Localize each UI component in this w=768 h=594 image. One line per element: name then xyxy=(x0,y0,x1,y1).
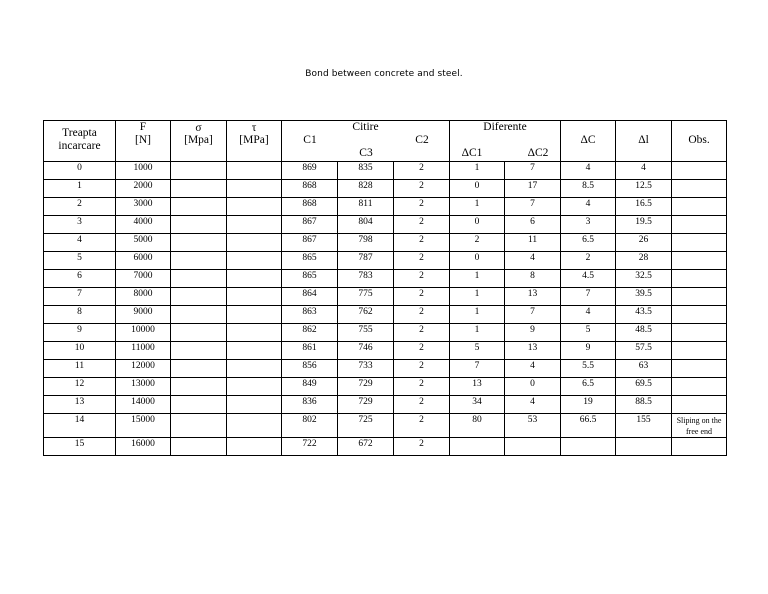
cell-force: 5000 xyxy=(116,234,171,252)
cell-sigma xyxy=(171,234,227,252)
cell-tau xyxy=(227,252,282,270)
cell-c2: 2 xyxy=(394,438,450,456)
header-citire-label: Citire xyxy=(352,121,379,133)
cell-delta-c1: 1 xyxy=(450,324,505,342)
cell-c1: 864 xyxy=(282,288,338,306)
cell-tau xyxy=(227,324,282,342)
table-row xyxy=(44,306,727,324)
cell-delta-c2: 4 xyxy=(505,252,561,270)
cell-delta-c1: 1 xyxy=(450,270,505,288)
cell-step: 6 xyxy=(44,270,116,288)
cell-c2: 2 xyxy=(394,270,450,288)
cell-c3: 775 xyxy=(338,288,394,306)
cell-c2: 2 xyxy=(394,252,450,270)
cell-c1: 865 xyxy=(282,270,338,288)
header-delta-c2: ΔC2 xyxy=(527,147,549,159)
header-citire xyxy=(282,121,450,162)
cell-obs: Sliping on the free end xyxy=(672,414,727,438)
cell-delta-l: 26 xyxy=(616,234,672,252)
cell-force: 11000 xyxy=(116,342,171,360)
cell-delta-l: 57.5 xyxy=(616,342,672,360)
cell-tau xyxy=(227,270,282,288)
header-obs xyxy=(672,121,727,162)
cell-delta-c2: 13 xyxy=(505,342,561,360)
header-delta-c1: ΔC1 xyxy=(461,147,483,159)
cell-delta-c xyxy=(561,438,616,456)
cell-delta-c: 8.5 xyxy=(561,180,616,198)
cell-delta-c2: 7 xyxy=(505,306,561,324)
cell-tau xyxy=(227,234,282,252)
cell-force: 4000 xyxy=(116,216,171,234)
cell-force: 7000 xyxy=(116,270,171,288)
cell-delta-c: 4 xyxy=(561,162,616,180)
cell-delta-c1: 0 xyxy=(450,252,505,270)
table-row xyxy=(44,162,727,180)
header-force-symbol: F xyxy=(139,121,147,133)
cell-force: 1000 xyxy=(116,162,171,180)
cell-c1: 868 xyxy=(282,180,338,198)
header-obs-label: Obs. xyxy=(688,134,710,146)
cell-delta-c2: 6 xyxy=(505,216,561,234)
cell-step: 0 xyxy=(44,162,116,180)
cell-c2: 2 xyxy=(394,180,450,198)
cell-step: 3 xyxy=(44,216,116,234)
cell-step: 10 xyxy=(44,342,116,360)
table-row xyxy=(44,198,727,216)
cell-delta-c1: 2 xyxy=(450,234,505,252)
cell-tau xyxy=(227,360,282,378)
cell-c3: 787 xyxy=(338,252,394,270)
cell-tau xyxy=(227,438,282,456)
cell-delta-l: 63 xyxy=(616,360,672,378)
cell-delta-c2: 7 xyxy=(505,162,561,180)
table-row xyxy=(44,252,727,270)
cell-tau xyxy=(227,378,282,396)
cell-c2: 2 xyxy=(394,324,450,342)
cell-delta-c: 3 xyxy=(561,216,616,234)
cell-c3: 729 xyxy=(338,396,394,414)
header-delta-l xyxy=(616,121,672,162)
cell-obs xyxy=(672,396,727,414)
cell-sigma xyxy=(171,324,227,342)
cell-c1: 868 xyxy=(282,198,338,216)
cell-delta-c2: 4 xyxy=(505,360,561,378)
cell-c3: 762 xyxy=(338,306,394,324)
table-row xyxy=(44,438,727,456)
cell-step: 7 xyxy=(44,288,116,306)
cell-c2: 2 xyxy=(394,234,450,252)
cell-c1: 865 xyxy=(282,252,338,270)
table-row xyxy=(44,324,727,342)
cell-obs xyxy=(672,216,727,234)
cell-force: 12000 xyxy=(116,360,171,378)
cell-force: 9000 xyxy=(116,306,171,324)
cell-c1: 856 xyxy=(282,360,338,378)
header-delta-c-label: ΔC xyxy=(580,134,596,146)
header-force xyxy=(116,121,171,162)
cell-sigma xyxy=(171,414,227,438)
header-tau xyxy=(227,121,282,162)
cell-obs xyxy=(672,324,727,342)
header-tau-symbol: τ xyxy=(251,122,257,134)
cell-delta-c1: 1 xyxy=(450,288,505,306)
cell-obs xyxy=(672,342,727,360)
cell-delta-l: 69.5 xyxy=(616,378,672,396)
cell-delta-l: 32.5 xyxy=(616,270,672,288)
cell-c3: 746 xyxy=(338,342,394,360)
cell-delta-c: 7 xyxy=(561,288,616,306)
table-row xyxy=(44,342,727,360)
cell-tau xyxy=(227,198,282,216)
cell-delta-c1: 7 xyxy=(450,360,505,378)
cell-obs xyxy=(672,180,727,198)
header-delta-l-label: Δl xyxy=(638,134,649,146)
cell-delta-l: 88.5 xyxy=(616,396,672,414)
cell-delta-c: 19 xyxy=(561,396,616,414)
cell-step: 12 xyxy=(44,378,116,396)
cell-obs xyxy=(672,378,727,396)
cell-c1: 862 xyxy=(282,324,338,342)
cell-force: 13000 xyxy=(116,378,171,396)
cell-delta-c: 6.5 xyxy=(561,234,616,252)
cell-tau xyxy=(227,396,282,414)
cell-sigma xyxy=(171,252,227,270)
cell-c2: 2 xyxy=(394,342,450,360)
header-row xyxy=(44,121,727,162)
cell-delta-c1: 5 xyxy=(450,342,505,360)
cell-sigma xyxy=(171,306,227,324)
cell-obs xyxy=(672,162,727,180)
cell-step: 14 xyxy=(44,414,116,438)
cell-delta-c1: 0 xyxy=(450,216,505,234)
cell-c3: 725 xyxy=(338,414,394,438)
cell-c2: 2 xyxy=(394,360,450,378)
cell-delta-c: 2 xyxy=(561,252,616,270)
table-row xyxy=(44,270,727,288)
cell-c1: 802 xyxy=(282,414,338,438)
cell-sigma xyxy=(171,198,227,216)
cell-force: 16000 xyxy=(116,438,171,456)
cell-delta-c2: 7 xyxy=(505,198,561,216)
cell-force: 14000 xyxy=(116,396,171,414)
cell-c1: 836 xyxy=(282,396,338,414)
table-row xyxy=(44,180,727,198)
cell-tau xyxy=(227,288,282,306)
cell-c1: 863 xyxy=(282,306,338,324)
header-sigma-symbol: σ xyxy=(195,122,202,134)
table-row xyxy=(44,414,727,438)
cell-step: 8 xyxy=(44,306,116,324)
cell-delta-c: 4 xyxy=(561,198,616,216)
cell-sigma xyxy=(171,288,227,306)
cell-delta-l: 16.5 xyxy=(616,198,672,216)
cell-obs xyxy=(672,234,727,252)
cell-delta-l: 4 xyxy=(616,162,672,180)
header-c1: C1 xyxy=(303,134,317,146)
cell-delta-c1: 1 xyxy=(450,198,505,216)
cell-step: 1 xyxy=(44,180,116,198)
cell-obs xyxy=(672,270,727,288)
cell-sigma xyxy=(171,438,227,456)
cell-delta-c2: 0 xyxy=(505,378,561,396)
header-tau-unit: [MPa] xyxy=(239,134,269,146)
header-treapta xyxy=(44,121,116,162)
cell-delta-c2: 53 xyxy=(505,414,561,438)
cell-c1: 722 xyxy=(282,438,338,456)
cell-force: 15000 xyxy=(116,414,171,438)
cell-step: 9 xyxy=(44,324,116,342)
cell-c3: 733 xyxy=(338,360,394,378)
cell-delta-l xyxy=(616,438,672,456)
cell-force: 3000 xyxy=(116,198,171,216)
cell-delta-l: 19.5 xyxy=(616,216,672,234)
table-row xyxy=(44,234,727,252)
cell-delta-c2: 9 xyxy=(505,324,561,342)
cell-delta-l: 39.5 xyxy=(616,288,672,306)
cell-delta-c1: 1 xyxy=(450,306,505,324)
cell-delta-c2: 17 xyxy=(505,180,561,198)
cell-delta-c: 5 xyxy=(561,324,616,342)
header-sigma xyxy=(171,121,227,162)
header-treapta-line2: incarcare xyxy=(58,140,101,152)
cell-delta-c: 4.5 xyxy=(561,270,616,288)
table-row xyxy=(44,378,727,396)
table-row xyxy=(44,216,727,234)
cell-force: 10000 xyxy=(116,324,171,342)
cell-obs xyxy=(672,252,727,270)
cell-obs xyxy=(672,306,727,324)
cell-step: 11 xyxy=(44,360,116,378)
cell-delta-l: 28 xyxy=(616,252,672,270)
cell-delta-c: 66.5 xyxy=(561,414,616,438)
cell-delta-l: 48.5 xyxy=(616,324,672,342)
table-row xyxy=(44,360,727,378)
cell-force: 8000 xyxy=(116,288,171,306)
cell-delta-c2: 4 xyxy=(505,396,561,414)
cell-c2: 2 xyxy=(394,288,450,306)
cell-step: 13 xyxy=(44,396,116,414)
cell-step: 5 xyxy=(44,252,116,270)
cell-c2: 2 xyxy=(394,216,450,234)
cell-delta-c: 6.5 xyxy=(561,378,616,396)
bond-test-table xyxy=(43,120,727,456)
cell-c3: 783 xyxy=(338,270,394,288)
cell-delta-c: 4 xyxy=(561,306,616,324)
cell-c2: 2 xyxy=(394,396,450,414)
cell-obs xyxy=(672,288,727,306)
cell-step: 4 xyxy=(44,234,116,252)
cell-c3: 835 xyxy=(338,162,394,180)
cell-c1: 861 xyxy=(282,342,338,360)
cell-tau xyxy=(227,162,282,180)
cell-delta-l: 43.5 xyxy=(616,306,672,324)
header-force-unit: [N] xyxy=(135,134,151,146)
cell-sigma xyxy=(171,396,227,414)
cell-delta-c: 5.5 xyxy=(561,360,616,378)
cell-c2: 2 xyxy=(394,306,450,324)
cell-c2: 2 xyxy=(394,198,450,216)
cell-tau xyxy=(227,414,282,438)
cell-obs xyxy=(672,198,727,216)
cell-delta-c: 9 xyxy=(561,342,616,360)
cell-delta-c2: 13 xyxy=(505,288,561,306)
cell-c3: 811 xyxy=(338,198,394,216)
cell-sigma xyxy=(171,270,227,288)
cell-sigma xyxy=(171,378,227,396)
cell-tau xyxy=(227,180,282,198)
cell-sigma xyxy=(171,360,227,378)
cell-c1: 849 xyxy=(282,378,338,396)
table-row xyxy=(44,288,727,306)
cell-force: 6000 xyxy=(116,252,171,270)
cell-obs xyxy=(672,438,727,456)
cell-c1: 867 xyxy=(282,216,338,234)
header-c2: C2 xyxy=(415,134,429,146)
cell-delta-c1: 80 xyxy=(450,414,505,438)
cell-c3: 672 xyxy=(338,438,394,456)
cell-delta-c2: 8 xyxy=(505,270,561,288)
table-row xyxy=(44,396,727,414)
cell-delta-c1: 1 xyxy=(450,162,505,180)
cell-c1: 869 xyxy=(282,162,338,180)
cell-force: 2000 xyxy=(116,180,171,198)
header-diferente-label: Diferente xyxy=(483,121,527,133)
cell-c2: 2 xyxy=(394,414,450,438)
cell-delta-l: 12.5 xyxy=(616,180,672,198)
cell-delta-c2 xyxy=(505,438,561,456)
cell-sigma xyxy=(171,180,227,198)
cell-c3: 804 xyxy=(338,216,394,234)
cell-c3: 729 xyxy=(338,378,394,396)
cell-c3: 828 xyxy=(338,180,394,198)
cell-delta-c2: 11 xyxy=(505,234,561,252)
cell-delta-l: 155 xyxy=(616,414,672,438)
cell-sigma xyxy=(171,342,227,360)
cell-c2: 2 xyxy=(394,162,450,180)
cell-sigma xyxy=(171,162,227,180)
header-c3: C3 xyxy=(359,147,373,159)
header-delta-c xyxy=(561,121,616,162)
cell-c2: 2 xyxy=(394,378,450,396)
header-diferente xyxy=(450,121,561,162)
cell-c1: 867 xyxy=(282,234,338,252)
cell-sigma xyxy=(171,216,227,234)
cell-step: 2 xyxy=(44,198,116,216)
page-title: Bond between concrete and steel. xyxy=(305,69,463,79)
cell-delta-c1: 34 xyxy=(450,396,505,414)
cell-c3: 798 xyxy=(338,234,394,252)
cell-delta-c1: 13 xyxy=(450,378,505,396)
table-body xyxy=(44,162,727,456)
cell-delta-c1: 0 xyxy=(450,180,505,198)
cell-c3: 755 xyxy=(338,324,394,342)
header-sigma-unit: [Mpa] xyxy=(184,134,213,146)
cell-step: 15 xyxy=(44,438,116,456)
cell-delta-c1 xyxy=(450,438,505,456)
cell-tau xyxy=(227,306,282,324)
cell-obs xyxy=(672,360,727,378)
cell-tau xyxy=(227,216,282,234)
header-treapta-line1: Treapta xyxy=(62,127,97,139)
cell-tau xyxy=(227,342,282,360)
